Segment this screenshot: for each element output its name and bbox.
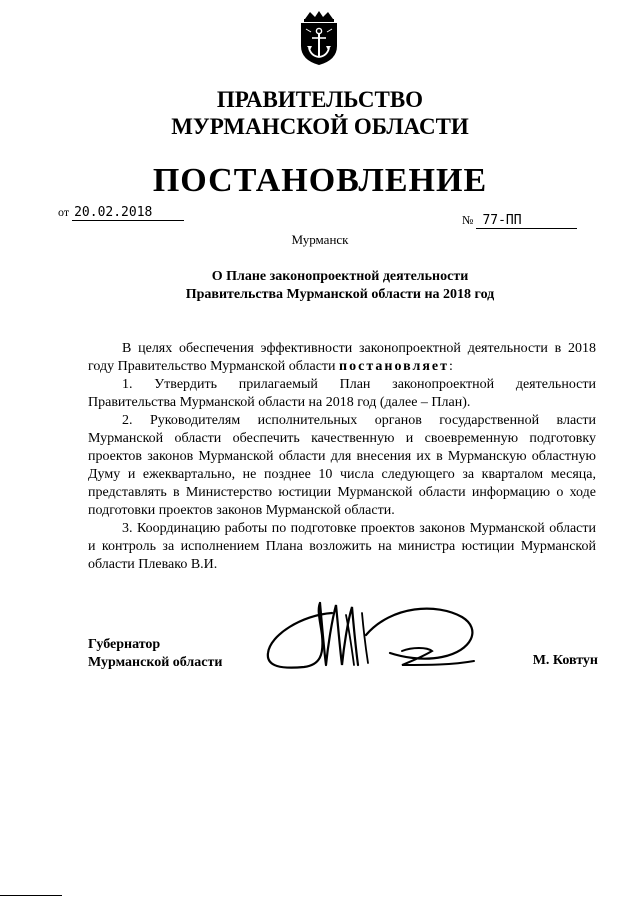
decree-word: постановляет <box>339 359 449 374</box>
document-city: Мурманск <box>291 232 349 247</box>
body-intro-paragraph <box>88 340 596 376</box>
government-title-line1: ПРАВИТЕЛЬСТВО <box>216 87 424 112</box>
document-type: ПОСТАНОВЛЕНИЕ <box>152 162 488 199</box>
date-value: 20.02.2018 <box>72 205 184 221</box>
footer-divider <box>0 895 62 896</box>
coat-of-arms-icon <box>296 10 342 66</box>
decree-colon: : <box>449 359 453 374</box>
signer-name: М. Ковтун <box>532 653 598 668</box>
body-paragraph-3: 3. Координацию работы по подготовке проектов законов Мурманской области и контроль за исполнением Плана возложить на министра юстиции Мурманской области Плевако В.И. <box>88 521 596 572</box>
signer-position-line1: Губернатор <box>88 637 161 652</box>
government-title <box>100 86 540 140</box>
signer-position <box>88 636 222 672</box>
document-number <box>462 213 577 229</box>
body-paragraph-2: 2. Руководителям исполнительных органов государственной власти Мурманской области обеспечить качественную и своевременную подготовку проектов законов Мурманской области для внесения их в Мурманскую областную Думу и ежеквартально, не позднее 10 числа следующего за кварталом месяца, представлять в Министерство юстиции Мурманской области информацию о ходе подготовки проектов законов Мурманской области. <box>88 413 596 518</box>
subject-line2: Правительства Мурманской области на 2018 год <box>185 287 495 302</box>
document-date <box>58 205 184 221</box>
body-paragraph-1: 1. Утвердить прилагаемый План законопроектной деятельности Правительства Мурманской области на 2018 год (далее – План). <box>88 377 596 410</box>
date-prefix: от <box>58 205 70 219</box>
signer-position-line2: Мурманской области <box>88 655 223 670</box>
handwritten-signature <box>262 595 492 685</box>
body-intro: В целях обеспечения эффективности законопроектной деятельности в 2018 году Правительство Мурманской области <box>88 341 596 374</box>
subject-line1: О Плане законопроектной деятельности <box>211 269 469 284</box>
number-prefix: № <box>462 213 474 227</box>
document-body <box>88 340 596 574</box>
number-value: 77-ПП <box>476 213 577 229</box>
government-title-line2: МУРМАНСКОЙ ОБЛАСТИ <box>171 114 469 139</box>
document-subject <box>80 268 600 304</box>
